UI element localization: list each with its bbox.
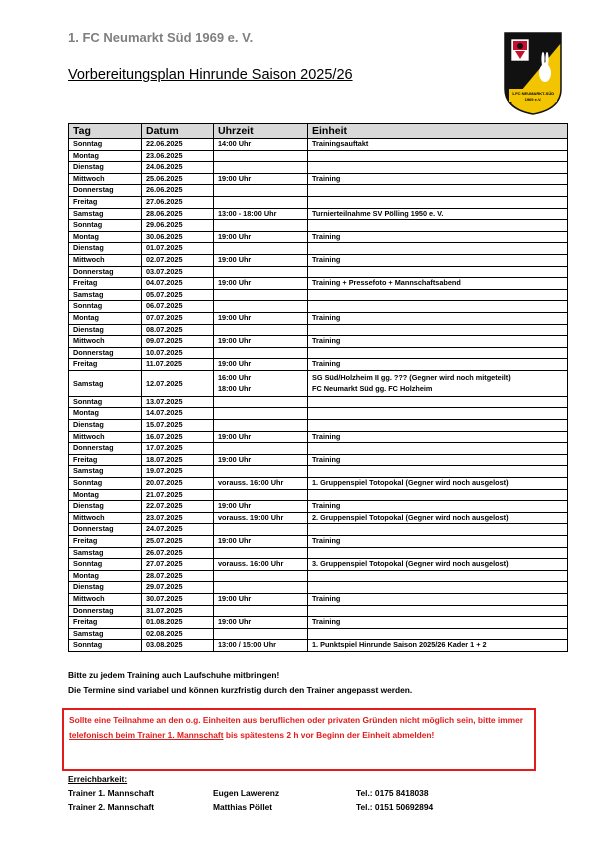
date-cell: 15.07.2025 (142, 420, 214, 432)
time-cell: 19:00 Uhr (214, 312, 308, 324)
date-cell: 08.07.2025 (142, 324, 214, 336)
day-cell: Mittwoch (69, 336, 142, 348)
unit-cell (308, 628, 568, 640)
unit-cell (308, 220, 568, 232)
time-cell (214, 150, 308, 162)
unit-cell: Training (308, 231, 568, 243)
table-row (69, 547, 568, 559)
unit-cell (308, 524, 568, 536)
date-cell: 11.07.2025 (142, 359, 214, 371)
document-title: Vorbereitungsplan Hinrunde Saison 2025/26 (68, 67, 353, 83)
unit-cell (308, 370, 568, 396)
unit-cell (308, 324, 568, 336)
day-cell: Sonntag (69, 396, 142, 408)
date-cell: 17.07.2025 (142, 443, 214, 455)
table-row (69, 512, 568, 524)
time-cell: 19:00 Uhr (214, 336, 308, 348)
unit-cell: Training (308, 312, 568, 324)
unit-cell (308, 547, 568, 559)
time-cell-line: 18:00 Uhr (218, 384, 252, 394)
unit-cell (308, 196, 568, 208)
warning-text-underlined: telefonisch beim Trainer 1. Mannschaft (69, 729, 224, 740)
table-row (69, 478, 568, 490)
table-row (69, 605, 568, 617)
time-cell (214, 582, 308, 594)
date-cell: 23.07.2025 (142, 512, 214, 524)
unit-cell: 1. Punktspiel Hinrunde Saison 2025/26 Kader 1 + 2 (308, 640, 568, 652)
table-row (69, 617, 568, 629)
date-cell: 05.07.2025 (142, 289, 214, 301)
date-cell: 24.07.2025 (142, 524, 214, 536)
table-header-row (69, 124, 568, 139)
date-cell: 29.06.2025 (142, 220, 214, 232)
date-cell: 12.07.2025 (142, 370, 214, 396)
day-cell: Dienstag (69, 162, 142, 174)
day-cell: Mittwoch (69, 173, 142, 185)
day-cell: Samstag (69, 466, 142, 478)
unit-cell: 1. Gruppenspiel Totopokal (Gegner wird noch ausgelost) (308, 478, 568, 490)
time-cell (214, 547, 308, 559)
date-cell: 22.07.2025 (142, 501, 214, 513)
column-header-einheit: Einheit (308, 124, 568, 139)
unit-cell (308, 466, 568, 478)
time-cell (214, 370, 308, 396)
time-cell (214, 324, 308, 336)
day-cell: Donnerstag (69, 605, 142, 617)
day-cell: Dienstag (69, 582, 142, 594)
day-cell: Dienstag (69, 501, 142, 513)
date-cell: 16.07.2025 (142, 431, 214, 443)
time-cell: 13:00 - 18:00 Uhr (214, 208, 308, 220)
table-row (69, 420, 568, 432)
date-cell: 03.08.2025 (142, 640, 214, 652)
note-shoes: Bitte zu jedem Training auch Laufschuhe mitbringen! (68, 670, 280, 680)
time-cell: 19:00 Uhr (214, 536, 308, 548)
date-cell: 10.07.2025 (142, 347, 214, 359)
day-cell: Dienstag (69, 324, 142, 336)
time-cell (214, 196, 308, 208)
date-cell: 27.07.2025 (142, 559, 214, 571)
table-row (69, 301, 568, 313)
day-cell: Sonntag (69, 478, 142, 490)
date-cell: 20.07.2025 (142, 478, 214, 490)
table-row (69, 570, 568, 582)
table-row (69, 196, 568, 208)
table-row (69, 370, 568, 396)
date-cell: 07.07.2025 (142, 312, 214, 324)
date-cell: 19.07.2025 (142, 466, 214, 478)
day-cell: Mittwoch (69, 254, 142, 266)
table-row (69, 324, 568, 336)
day-cell: Donnerstag (69, 443, 142, 455)
date-cell: 21.07.2025 (142, 489, 214, 501)
table-row (69, 139, 568, 151)
table-row (69, 336, 568, 348)
day-cell: Samstag (69, 628, 142, 640)
date-cell: 13.07.2025 (142, 396, 214, 408)
date-cell: 28.07.2025 (142, 570, 214, 582)
day-cell: Sonntag (69, 139, 142, 151)
unit-cell (308, 185, 568, 197)
date-cell: 25.06.2025 (142, 173, 214, 185)
date-cell: 30.07.2025 (142, 593, 214, 605)
date-cell: 06.07.2025 (142, 301, 214, 313)
contact-name: Eugen Lawerenz (213, 788, 280, 798)
table-row (69, 396, 568, 408)
crest-text-top: 1.FC NEUMARKT-SÜD (511, 91, 555, 96)
time-cell (214, 243, 308, 255)
unit-cell: Training (308, 359, 568, 371)
table-row (69, 266, 568, 278)
date-cell: 27.06.2025 (142, 196, 214, 208)
warning-text-2: bis spätestens 2 h vor Beginn der Einheit abmelden! (223, 729, 435, 740)
unit-cell-line: FC Neumarkt Süd gg. FC Holzheim (312, 384, 433, 394)
date-cell: 22.06.2025 (142, 139, 214, 151)
time-cell (214, 266, 308, 278)
unit-cell-line: SG Süd/Holzheim II gg. ??? (Gegner wird noch mitgeteilt) (312, 372, 511, 382)
date-cell: 18.07.2025 (142, 454, 214, 466)
contact-name: Matthias Pöllet (213, 802, 273, 812)
time-cell-line: 16:00 Uhr (218, 372, 252, 382)
unit-cell (308, 301, 568, 313)
table-row (69, 593, 568, 605)
contact-phone: Tel.: 0175 8418038 (356, 788, 429, 798)
unit-cell: Training + Pressefoto + Mannschaftsabend (308, 278, 568, 290)
day-cell: Mittwoch (69, 431, 142, 443)
club-name: 1. FC Neumarkt Süd 1969 e. V. (68, 30, 254, 45)
date-cell: 02.08.2025 (142, 628, 214, 640)
day-cell: Dienstag (69, 243, 142, 255)
table-row (69, 408, 568, 420)
club-crest (503, 31, 563, 115)
unit-cell: Training (308, 254, 568, 266)
contact-phone: Tel.: 0151 50692894 (356, 802, 434, 812)
time-cell (214, 220, 308, 232)
time-cell (214, 628, 308, 640)
date-cell: 29.07.2025 (142, 582, 214, 594)
date-cell: 24.06.2025 (142, 162, 214, 174)
unit-cell: 2. Gruppenspiel Totopokal (Gegner wird noch ausgelost) (308, 512, 568, 524)
unit-cell (308, 605, 568, 617)
unit-cell (308, 420, 568, 432)
day-cell: Donnerstag (69, 185, 142, 197)
time-cell: 13:00 / 15:00 Uhr (214, 640, 308, 652)
table-row (69, 443, 568, 455)
time-cell (214, 605, 308, 617)
date-cell: 14.07.2025 (142, 408, 214, 420)
table-row (69, 501, 568, 513)
crest-shield-icon (503, 31, 563, 115)
time-cell: 19:00 Uhr (214, 254, 308, 266)
table-row (69, 278, 568, 290)
date-cell: 04.07.2025 (142, 278, 214, 290)
schedule-body (69, 139, 568, 652)
unit-cell: Turnierteilnahme SV Pölling 1950 e. V. (308, 208, 568, 220)
table-row (69, 243, 568, 255)
day-cell: Freitag (69, 278, 142, 290)
unit-cell (308, 408, 568, 420)
time-cell: 19:00 Uhr (214, 617, 308, 629)
contact-heading: Erreichbarkeit: (68, 774, 128, 784)
warning-box (62, 708, 536, 771)
time-cell (214, 489, 308, 501)
time-cell: vorauss. 19:00 Uhr (214, 512, 308, 524)
table-row (69, 359, 568, 371)
time-cell: 19:00 Uhr (214, 173, 308, 185)
day-cell: Sonntag (69, 301, 142, 313)
column-header-datum: Datum (142, 124, 214, 139)
day-cell: Montag (69, 231, 142, 243)
day-cell: Sonntag (69, 559, 142, 571)
notes (68, 668, 412, 698)
day-cell: Freitag (69, 359, 142, 371)
contact-role: Trainer 2. Mannschaft (68, 802, 155, 812)
date-cell: 31.07.2025 (142, 605, 214, 617)
unit-cell: Training (308, 173, 568, 185)
contact-row-trainer-2 (68, 802, 568, 816)
unit-cell: Training (308, 501, 568, 513)
time-cell (214, 162, 308, 174)
unit-cell: Trainingsauftakt (308, 139, 568, 151)
schedule-table (68, 123, 568, 652)
day-cell: Freitag (69, 454, 142, 466)
day-cell: Samstag (69, 208, 142, 220)
unit-cell: Training (308, 454, 568, 466)
time-cell (214, 408, 308, 420)
time-cell: 19:00 Uhr (214, 231, 308, 243)
time-cell: 19:00 Uhr (214, 359, 308, 371)
unit-cell: 3. Gruppenspiel Totopokal (Gegner wird noch ausgelost) (308, 559, 568, 571)
unit-cell (308, 347, 568, 359)
contact-row-trainer-1 (68, 788, 568, 802)
table-row (69, 231, 568, 243)
time-cell (214, 524, 308, 536)
day-cell: Mittwoch (69, 593, 142, 605)
unit-cell: Training (308, 536, 568, 548)
day-cell: Montag (69, 312, 142, 324)
time-cell: vorauss. 16:00 Uhr (214, 559, 308, 571)
day-cell: Donnerstag (69, 524, 142, 536)
day-cell: Freitag (69, 617, 142, 629)
table-row (69, 347, 568, 359)
table-row (69, 150, 568, 162)
unit-cell (308, 396, 568, 408)
day-cell: Samstag (69, 547, 142, 559)
table-row (69, 431, 568, 443)
day-cell: Samstag (69, 289, 142, 301)
day-cell: Sonntag (69, 640, 142, 652)
contact-role: Trainer 1. Mannschaft (68, 788, 155, 798)
table-row (69, 536, 568, 548)
time-cell: 19:00 Uhr (214, 501, 308, 513)
time-cell (214, 347, 308, 359)
day-cell: Donnerstag (69, 266, 142, 278)
date-cell: 03.07.2025 (142, 266, 214, 278)
unit-cell: Training (308, 431, 568, 443)
time-cell (214, 443, 308, 455)
date-cell: 28.06.2025 (142, 208, 214, 220)
time-cell: 19:00 Uhr (214, 278, 308, 290)
unit-cell: Training (308, 593, 568, 605)
time-cell: 19:00 Uhr (214, 593, 308, 605)
day-cell: Donnerstag (69, 347, 142, 359)
table-row (69, 162, 568, 174)
table-row (69, 524, 568, 536)
table-row (69, 173, 568, 185)
table-row (69, 628, 568, 640)
column-header-uhrzeit: Uhrzeit (214, 124, 308, 139)
time-cell: 19:00 Uhr (214, 431, 308, 443)
day-cell: Mittwoch (69, 512, 142, 524)
table-row (69, 466, 568, 478)
column-header-tag: Tag (69, 124, 142, 139)
table-row (69, 489, 568, 501)
time-cell (214, 289, 308, 301)
unit-cell (308, 162, 568, 174)
day-cell: Freitag (69, 536, 142, 548)
day-cell: Montag (69, 408, 142, 420)
day-cell: Dienstag (69, 420, 142, 432)
table-row (69, 220, 568, 232)
warning-text-1: Sollte eine Teilnahme an den o.g. Einheiten aus beruflichen oder privaten Gründen nicht möglich sein, bitte immer (69, 715, 524, 725)
unit-cell (308, 243, 568, 255)
date-cell: 02.07.2025 (142, 254, 214, 266)
time-cell (214, 301, 308, 313)
unit-cell (308, 443, 568, 455)
table-row (69, 640, 568, 652)
table-row (69, 254, 568, 266)
day-cell: Sonntag (69, 220, 142, 232)
date-cell: 01.08.2025 (142, 617, 214, 629)
date-cell: 01.07.2025 (142, 243, 214, 255)
unit-cell (308, 289, 568, 301)
unit-cell (308, 570, 568, 582)
table-row (69, 582, 568, 594)
day-cell: Montag (69, 489, 142, 501)
time-cell (214, 185, 308, 197)
table-row (69, 208, 568, 220)
table-row (69, 185, 568, 197)
unit-cell (308, 582, 568, 594)
table-row (69, 312, 568, 324)
time-cell (214, 466, 308, 478)
time-cell: 19:00 Uhr (214, 454, 308, 466)
table-row (69, 454, 568, 466)
time-cell (214, 570, 308, 582)
day-cell: Samstag (69, 370, 142, 396)
crest-text-bottom: 1969 e.V. (524, 97, 542, 102)
date-cell: 26.06.2025 (142, 185, 214, 197)
time-cell (214, 420, 308, 432)
day-cell: Montag (69, 570, 142, 582)
table-row (69, 289, 568, 301)
time-cell: 14:00 Uhr (214, 139, 308, 151)
day-cell: Montag (69, 150, 142, 162)
date-cell: 30.06.2025 (142, 231, 214, 243)
note-variable: Die Termine sind variabel und können kurzfristig durch den Trainer angepasst werden. (68, 685, 413, 695)
date-cell: 26.07.2025 (142, 547, 214, 559)
table-row (69, 559, 568, 571)
unit-cell (308, 489, 568, 501)
unit-cell (308, 150, 568, 162)
time-cell (214, 396, 308, 408)
date-cell: 23.06.2025 (142, 150, 214, 162)
date-cell: 09.07.2025 (142, 336, 214, 348)
day-cell: Freitag (69, 196, 142, 208)
unit-cell (308, 266, 568, 278)
unit-cell: Training (308, 617, 568, 629)
time-cell: vorauss. 16:00 Uhr (214, 478, 308, 490)
unit-cell: Training (308, 336, 568, 348)
date-cell: 25.07.2025 (142, 536, 214, 548)
